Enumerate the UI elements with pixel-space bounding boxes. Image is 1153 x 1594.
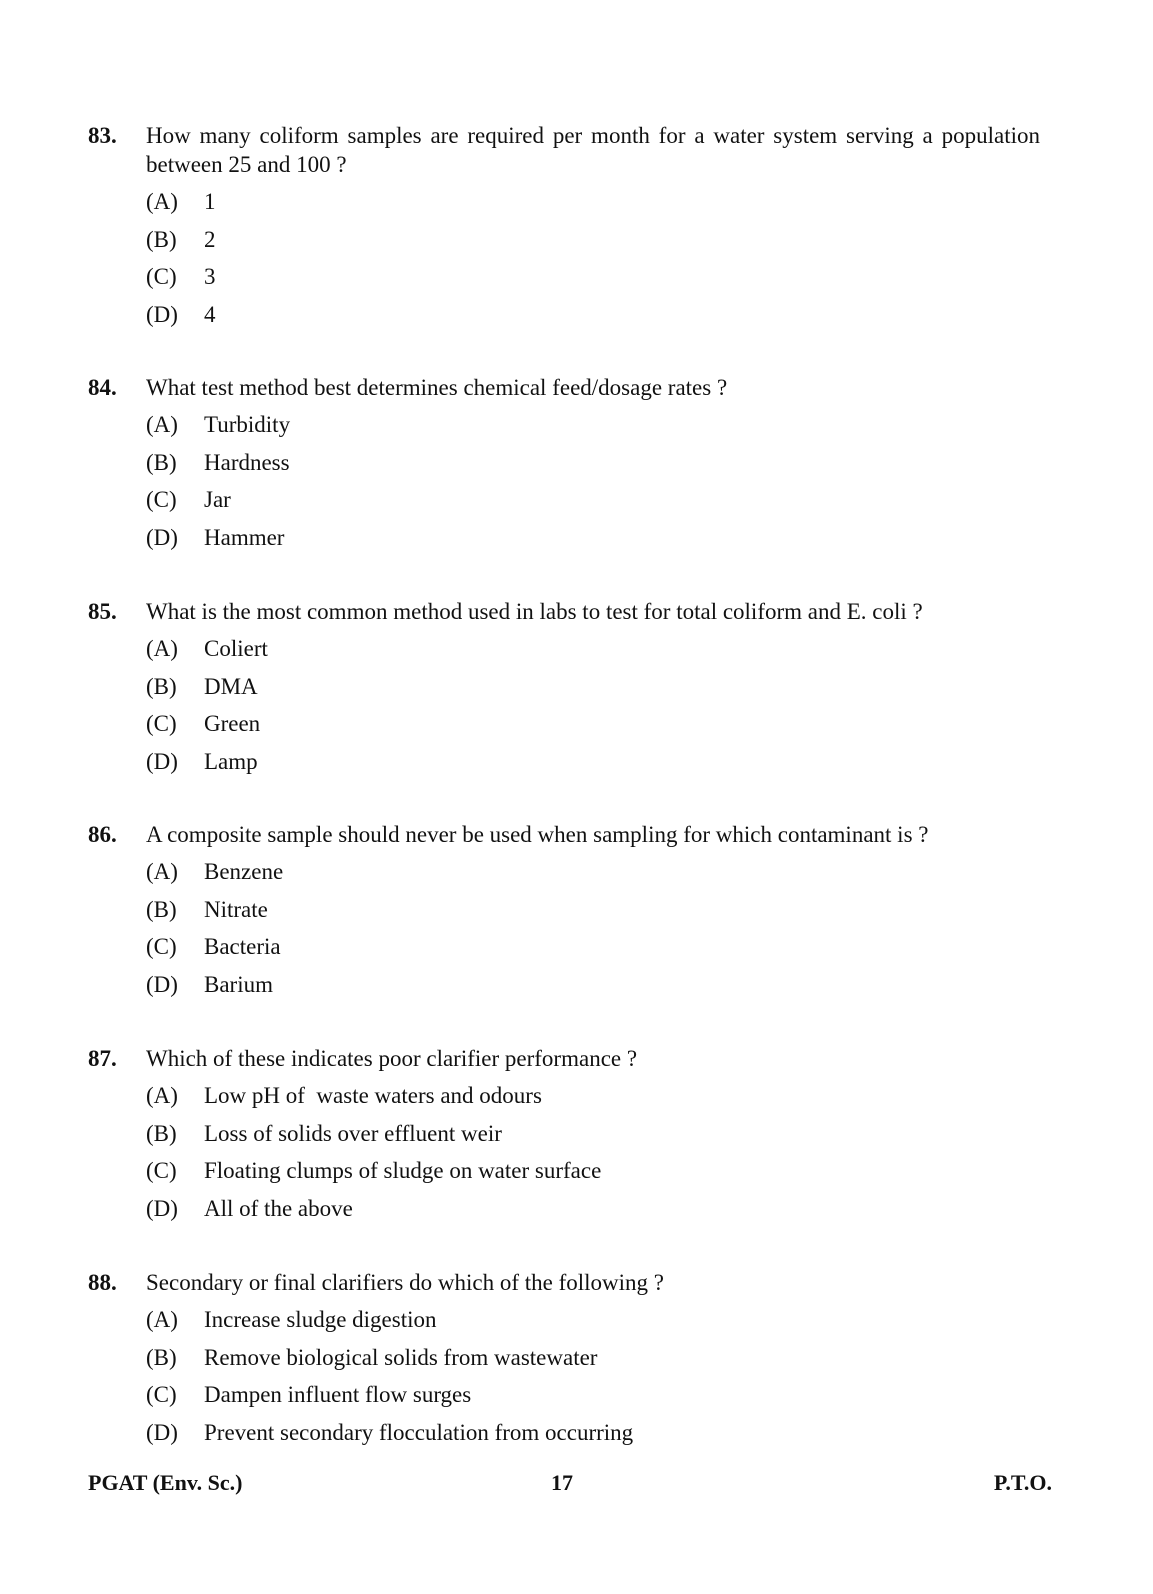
option-letter: (D) (146, 524, 178, 550)
option-d (146, 970, 1040, 1008)
option-b (146, 448, 1040, 486)
options-list (146, 1305, 1040, 1455)
question-88 (88, 1268, 1040, 1455)
option-a (146, 1081, 1040, 1119)
option-letter: (D) (146, 1419, 178, 1445)
option-text: DMA (204, 673, 258, 699)
question-text: Secondary or final clarifiers do which of the following ? (146, 1270, 664, 1295)
option-letter: (A) (146, 1307, 178, 1332)
exam-code: PGAT (Env. Sc.) (88, 1470, 243, 1495)
option-b (146, 672, 1040, 710)
option-text: 4 (204, 301, 216, 327)
option-letter: (B) (146, 896, 177, 922)
option-b (146, 1119, 1040, 1157)
options-list (146, 1081, 1040, 1231)
option-b (146, 225, 1040, 263)
option-text: Dampen influent flow surges (204, 1382, 472, 1407)
option-text: Increase sludge digestion (204, 1307, 437, 1332)
option-letter: (A) (146, 636, 178, 661)
option-letter: (C) (146, 1382, 177, 1407)
option-b (146, 895, 1040, 933)
options-list (146, 857, 1040, 1007)
option-letter: (C) (146, 487, 177, 512)
option-text: Barium (204, 971, 273, 997)
option-letter: (B) (146, 449, 177, 475)
option-d (146, 1418, 1040, 1456)
option-letter: (B) (146, 1344, 177, 1370)
question-text: What is the most common method used in labs to test for total coliform and E. coli ? (146, 599, 923, 624)
option-letter: (B) (146, 226, 177, 252)
option-text: Jar (204, 487, 231, 512)
question-header (88, 1268, 1040, 1297)
option-b (146, 1343, 1040, 1381)
option-text: 2 (204, 226, 216, 252)
option-text: Floating clumps of sludge on water surface (204, 1158, 602, 1183)
option-text: Green (204, 711, 261, 736)
option-text: 1 (204, 189, 216, 214)
option-a (146, 857, 1040, 895)
option-a (146, 634, 1040, 672)
option-letter: (D) (146, 1195, 178, 1221)
option-a (146, 410, 1040, 448)
question-number: 86. (88, 822, 117, 847)
question-85 (88, 597, 1040, 784)
option-c (146, 709, 1040, 747)
option-text: All of the above (204, 1195, 353, 1221)
question-87 (88, 1044, 1040, 1231)
option-c (146, 1156, 1040, 1194)
question-number: 87. (88, 1046, 117, 1071)
option-text: Lamp (204, 748, 258, 774)
option-text: Prevent secondary flocculation from occurring (204, 1419, 634, 1445)
option-d (146, 1194, 1040, 1232)
option-letter: (A) (146, 1083, 178, 1108)
question-84 (88, 373, 1040, 560)
option-letter: (B) (146, 1120, 177, 1146)
option-letter: (C) (146, 934, 177, 959)
option-letter: (C) (146, 1158, 177, 1183)
page-number: 17 (551, 1470, 573, 1495)
question-header (88, 1044, 1040, 1073)
question-text: Which of these indicates poor clarifier performance ? (146, 1046, 638, 1071)
option-letter: (C) (146, 711, 177, 736)
option-text: Nitrate (204, 896, 268, 922)
option-text: Coliert (204, 636, 268, 661)
option-letter: (A) (146, 189, 178, 214)
question-header (88, 373, 1040, 402)
option-a (146, 187, 1040, 225)
option-letter: (D) (146, 971, 178, 997)
option-letter: (C) (146, 264, 177, 289)
option-text: Turbidity (204, 412, 291, 437)
option-text: Remove biological solids from wastewater (204, 1344, 598, 1370)
question-number: 84. (88, 375, 117, 400)
question-header (88, 820, 1040, 849)
question-text: A composite sample should never be used when sampling for which contaminant is ? (146, 822, 929, 847)
option-c (146, 1380, 1040, 1418)
question-header (88, 597, 1040, 626)
option-letter: (D) (146, 301, 178, 327)
option-d (146, 747, 1040, 785)
option-text: Hardness (204, 449, 290, 475)
options-list (146, 634, 1040, 784)
please-turn-over: P.T.O. (993, 1470, 1052, 1495)
option-d (146, 523, 1040, 561)
option-c (146, 932, 1040, 970)
option-letter: (A) (146, 859, 178, 884)
option-text: Loss of solids over effluent weir (204, 1120, 502, 1146)
option-c (146, 485, 1040, 523)
options-list (146, 187, 1040, 337)
question-number: 83. (88, 123, 117, 148)
option-text: Hammer (204, 524, 285, 550)
option-text: Benzene (204, 859, 284, 884)
option-letter: (D) (146, 748, 178, 774)
options-list (146, 410, 1040, 560)
question-number: 88. (88, 1270, 117, 1295)
question-text: What test method best determines chemical feed/dosage rates ? (146, 375, 728, 400)
option-d (146, 300, 1040, 338)
question-83 (88, 121, 1040, 337)
question-text: How many coliform samples are required per month for a water system serving a population between 25 and 100 ? (146, 123, 1040, 177)
option-a (146, 1305, 1040, 1343)
question-86 (88, 820, 1040, 1007)
question-number: 85. (88, 599, 117, 624)
option-c (146, 262, 1040, 300)
option-text: 3 (204, 264, 216, 289)
option-letter: (B) (146, 673, 177, 699)
option-text: Low pH of waste waters and odours (204, 1083, 542, 1108)
question-header (88, 121, 1040, 179)
page-footer (88, 1470, 1052, 1500)
option-text: Bacteria (204, 934, 281, 959)
option-letter: (A) (146, 412, 178, 437)
